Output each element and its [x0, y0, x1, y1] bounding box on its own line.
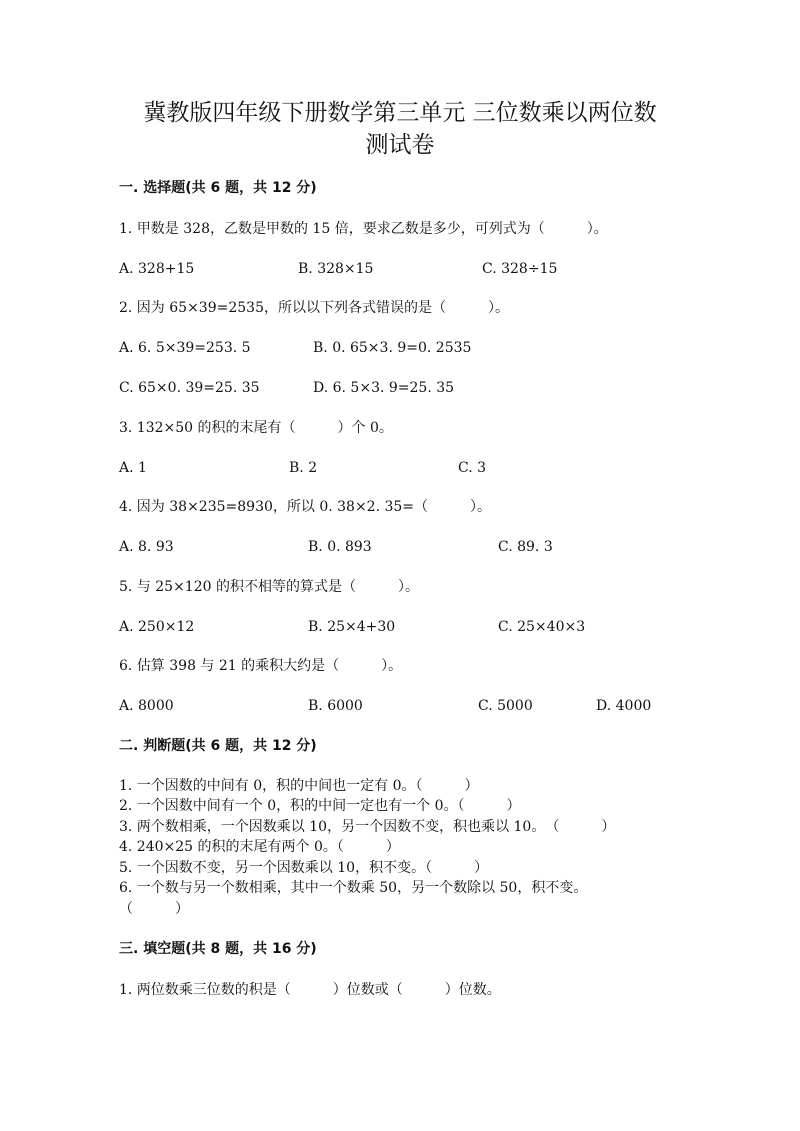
option-a: A. 8000 [119, 698, 174, 714]
judgement-item: 2. 一个因数中间有一个 0，积的中间一定也有一个 0。（ ） [119, 798, 521, 814]
option-c: C. 5000 [478, 698, 533, 714]
judgement-item: 4. 240×25 的积的末尾有两个 0。（ ） [119, 839, 400, 855]
option-a: A. 250×12 [119, 619, 195, 635]
option-a: A. 6. 5×39=253. 5 [119, 340, 251, 356]
option-d: D. 4000 [596, 698, 652, 714]
option-c: C. 89. 3 [498, 539, 553, 555]
option-b: B. 0. 893 [308, 539, 372, 555]
section-heading-true-false: 二. 判断题(共 6 题，共 12 分) [119, 738, 317, 754]
section-heading-fill-blank: 三. 填空题(共 8 题，共 16 分) [119, 941, 317, 957]
option-c: C. 328÷15 [482, 261, 558, 277]
judgement-item-answer-bracket: （ ） [119, 901, 189, 917]
question-stem: 1. 两位数乘三位数的积是（ ）位数或（ ）位数。 [119, 982, 501, 998]
option-b: B. 25×4+30 [308, 619, 396, 635]
option-b: B. 0. 65×3. 9=0. 2535 [313, 340, 472, 356]
title-line-2: 测试卷 [365, 132, 435, 158]
option-b: B. 2 [289, 460, 318, 476]
judgement-item: 3. 两个数相乘，一个因数乘以 10，另一个因数不变，积也乘以 10。 （ ） [119, 819, 616, 835]
question-stem: 5. 与 25×120 的积不相等的算式是（ ）。 [119, 579, 419, 595]
section-heading-choice: 一. 选择题(共 6 题，共 12 分) [119, 180, 317, 196]
option-c: C. 3 [458, 460, 487, 476]
judgement-item: 6. 一个数与另一个数相乘，其中一个数乘 50，另一个数除以 50，积不变。 [119, 880, 588, 896]
option-b: B. 328×15 [298, 261, 374, 277]
option-d: D. 6. 5×3. 9=25. 35 [313, 380, 455, 396]
title-line-1: 冀教版四年级下册数学第三单元 三位数乘以两位数 [143, 100, 657, 126]
option-a: A. 1 [119, 460, 147, 476]
option-a: A. 328+15 [119, 261, 195, 277]
question-stem: 3. 132×50 的积的末尾有（ ）个 0。 [119, 420, 393, 436]
option-c: C. 25×40×3 [498, 619, 586, 635]
option-c: C. 65×0. 39=25. 35 [119, 380, 260, 396]
option-b: B. 6000 [308, 698, 363, 714]
question-stem: 1. 甲数是 328，乙数是甲数的 15 倍，要求乙数是多少，可列式为（ ）。 [119, 221, 608, 237]
option-a: A. 8. 93 [119, 539, 174, 555]
judgement-item: 5. 一个因数不变，另一个因数乘以 10，积不变。（ ） [119, 860, 489, 876]
question-stem: 4. 因为 38×235=8930，所以 0. 38×2. 35=（ ）。 [119, 499, 492, 515]
question-stem: 2. 因为 65×39=2535，所以以下列各式错误的是（ ）。 [119, 300, 509, 316]
question-stem: 6. 估算 398 与 21 的乘积大约是（ ）。 [119, 658, 403, 674]
judgement-item: 1. 一个因数的中间有 0，积的中间也一定有 0。（ ） [119, 778, 479, 794]
